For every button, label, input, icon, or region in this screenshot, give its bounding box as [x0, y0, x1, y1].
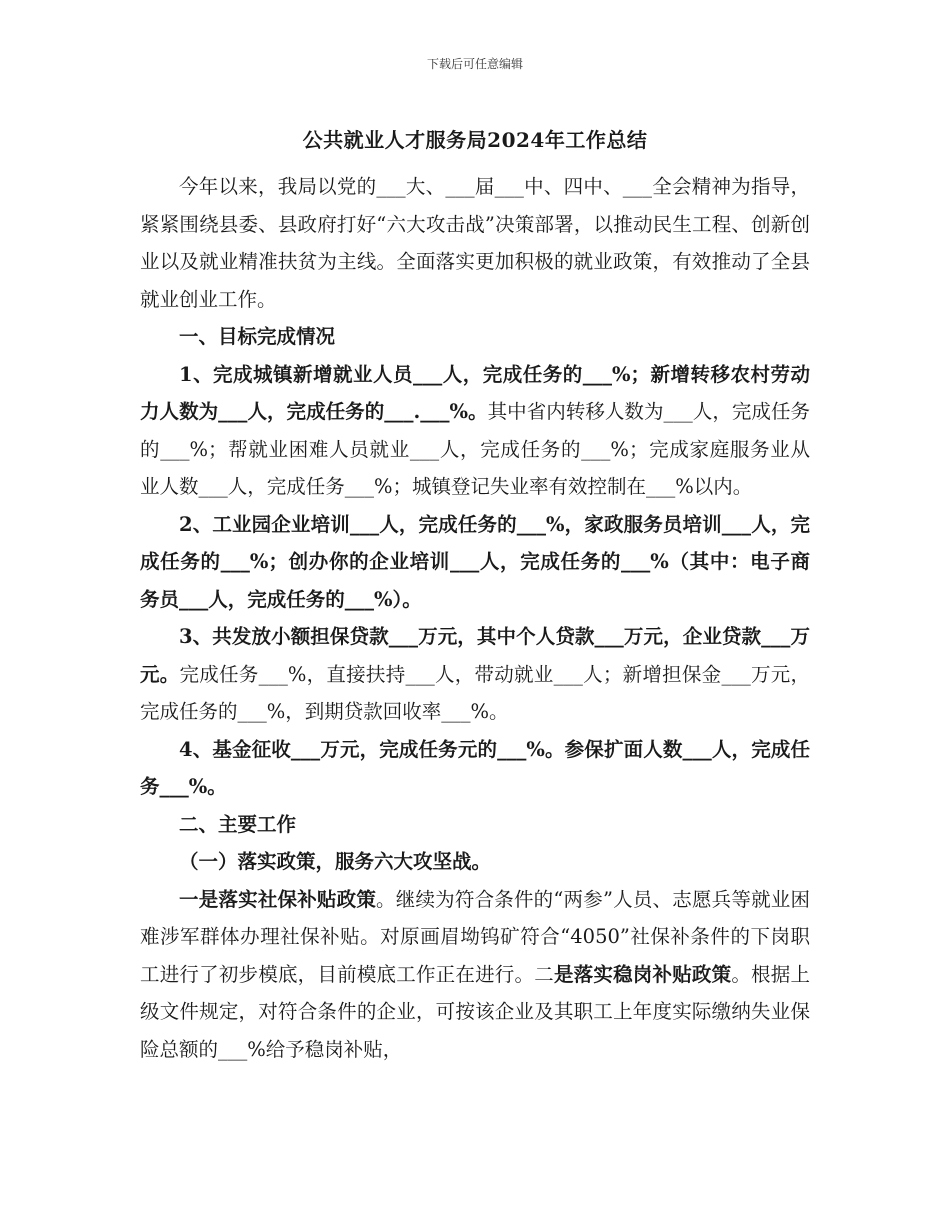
item-3-text: 完成任务___%，直接扶持___人，带动就业___人；新增担保金___万元，完成任务的___%，到期贷款回收率___%。: [140, 662, 810, 723]
subsection-heading-policy: （一）落实政策，服务六大攻坚战。: [179, 850, 492, 873]
item-2-paragraph: 2、工业园企业培训___人，完成任务的___%，家政服务员培训___人，完成任务的___%；创办你的企业培训___人，完成任务的___%（其中：电子商务员___人，完成任务的___%）。: [140, 512, 810, 611]
document-body: [140, 168, 810, 1068]
section-heading-targets: 一、目标完成情况: [179, 325, 336, 348]
social-subsidy-text: 。继续为符合条件的“两参”人员、志愿兵等就业困难涉军群体办理社保补贴。对原画眉坳钨矿符合“4050”社保补条件的下岗职工进行了初步模底，目前模底工作正在进行。二: [140, 887, 810, 986]
item-3-bold-text: 3、共发放小额担保贷款___万元，其中个人贷款___万元，企业贷款___万元。: [140, 625, 810, 686]
item-1-text: 其中省内转移人数为___人，完成任务的___%；帮就业困难人员就业___人，完成任务的___%；完成家庭服务业从业人数___人，完成任务___%；城镇登记失业率有效控制在___%以内。: [140, 400, 810, 498]
stable-subsidy-bold-text: 是落实稳岗补贴政策: [553, 962, 732, 986]
policy-paragraph: [140, 881, 810, 1069]
intro-paragraph: 今年以来，我局以党的___大、___届___中、四中、___全会精神为指导，紧紧围绕县委、县政府打好“六大攻击战”决策部署，以推动民生工程、创新创业以及就业精准扶贫为主线。全面落实更加积极的就业政策，有效推动了全县就业创业工作。: [140, 175, 810, 311]
item-1-paragraph: [140, 356, 810, 506]
section-heading-main-work: 二、主要工作: [179, 812, 297, 836]
stable-subsidy-text: 。根据上级文件规定，对符合条件的企业，可按该企业及其职工上年度实际缴纳失业保险总额的___%给予稳岗补贴，: [140, 962, 810, 1061]
social-subsidy-bold-text: 一是落实社保补贴政策: [179, 887, 377, 911]
document-title: 公共就业人才服务局2024年工作总结: [302, 128, 648, 152]
page-header: 下载后可任意编辑: [426, 57, 523, 71]
item-3-paragraph: [140, 618, 810, 731]
item-1-bold-text: 1、完成城镇新增就业人员___人，完成任务的___%；新增转移农村劳动力人数为___人，完成任务的___.___%。: [140, 362, 810, 423]
item-4-paragraph: 4、基金征收___万元，完成任务元的___%。参保扩面人数___人，完成任务___%。: [140, 737, 810, 798]
